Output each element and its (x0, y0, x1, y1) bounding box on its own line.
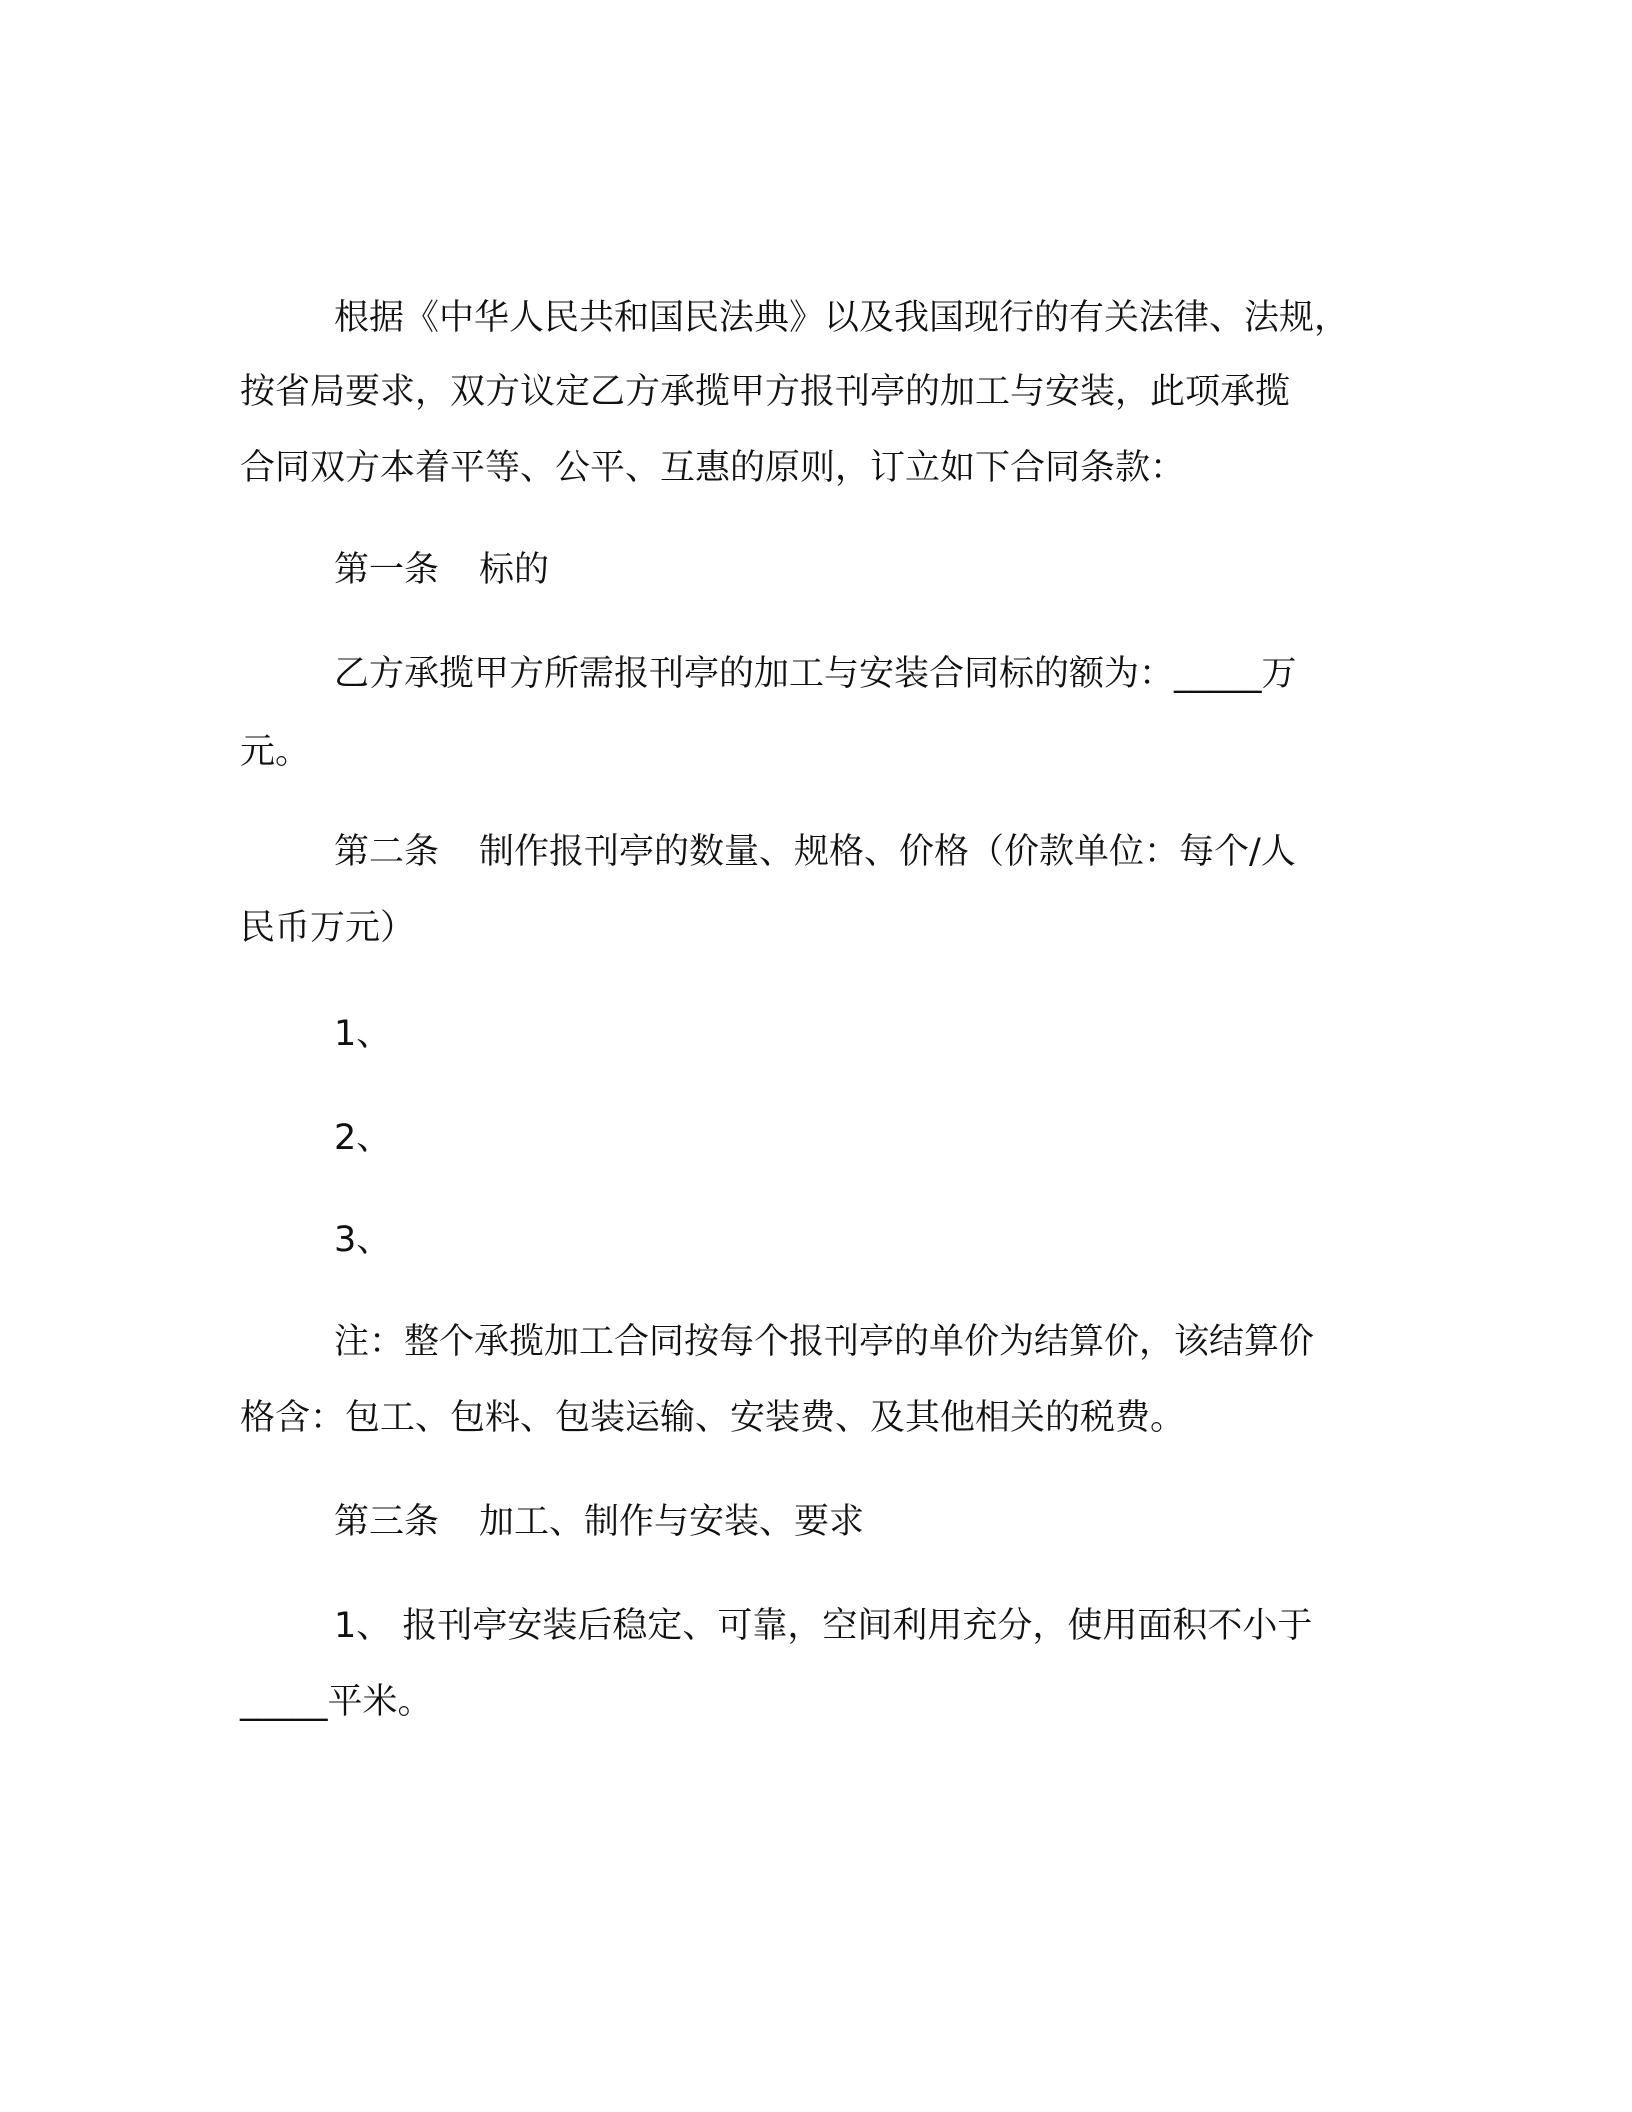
article-3-heading (334, 1500, 864, 1544)
article-3-title: 加工、制作与安装、要求 (479, 1502, 865, 1542)
article-1-body-line-1: 乙方承揽甲方所需报刊亭的加工与安装合同标的额为：_____万 (334, 654, 1297, 694)
article-1-number: 第一条 (334, 550, 440, 590)
article-2-item-2: 2、 (334, 1118, 392, 1158)
article-2-item-1: 1、 (334, 1014, 392, 1054)
article-2-heading (334, 830, 1296, 874)
article-2-note-line-2: 格含：包工、包料、包装运输、安装费、及其他相关的税费。 (240, 1398, 1186, 1438)
article-2-item-3: 3、 (334, 1220, 392, 1260)
article-3-number: 第三条 (334, 1502, 440, 1542)
article-2-title: 制作报刊亭的数量、规格、价格（价款单位：每个/人 (479, 832, 1296, 872)
preamble-line-3: 合同双方本着平等、公平、互惠的原则，订立如下合同条款： (240, 448, 1186, 488)
article-3-item-1-line-1: 1、 报刊亭安装后稳定、可靠，空间利用充分，使用面积不小于 (334, 1606, 1313, 1646)
preamble-line-2: 按省局要求，双方议定乙方承揽甲方报刊亭的加工与安装，此项承揽 (240, 372, 1291, 412)
preamble-line-1: 根据《中华人民共和国民法典》以及我国现行的有关法律、法规， (334, 298, 1350, 338)
article-2-number: 第二条 (334, 832, 440, 872)
article-1-body-line-2: 元。 (240, 732, 311, 772)
article-1-heading (334, 548, 549, 592)
article-2-note-line-1: 注：整个承揽加工合同按每个报刊亭的单价为结算价，该结算价 (334, 1322, 1315, 1362)
article-1-title: 标的 (479, 550, 550, 590)
article-3-item-1-line-2: _____平米。 (240, 1682, 433, 1722)
article-2-title-line-2: 民币万元） (240, 908, 416, 948)
